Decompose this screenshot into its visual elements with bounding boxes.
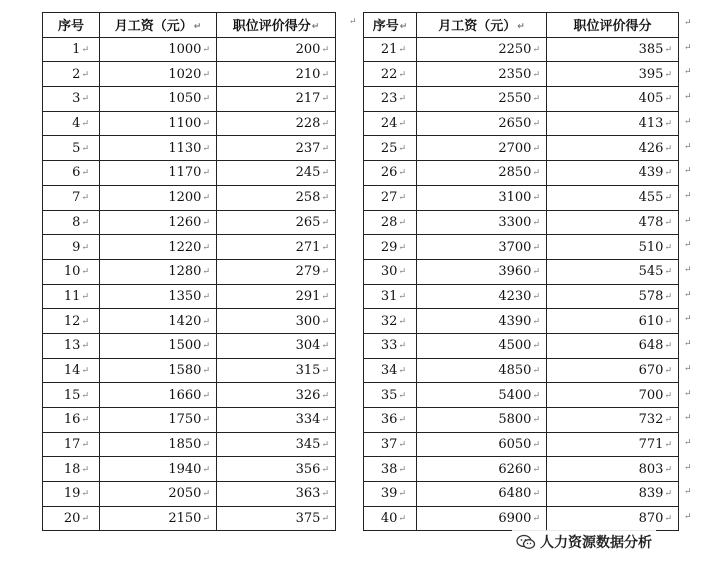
row-salary: 2700↵ (417, 136, 547, 161)
row-index: 21↵ (364, 37, 417, 62)
watermark (512, 530, 656, 554)
row-salary: 1000↵ (100, 37, 217, 62)
row-score: 228↵ (217, 111, 336, 136)
row-score: 200↵ (217, 37, 336, 62)
row-score: 610↵ (547, 309, 679, 334)
row-salary: 5400↵ (417, 383, 547, 408)
table-row (364, 235, 679, 260)
table-row (364, 259, 679, 284)
row-index: 34↵ (364, 358, 417, 383)
paragraph-mark: ↵ (684, 487, 692, 498)
table-row (364, 161, 679, 186)
row-index: 10↵ (43, 259, 100, 284)
paragraph-mark: ↵ (684, 388, 692, 399)
header-index: 序号 (43, 13, 100, 38)
header-score: 职位评价得分↵ (217, 13, 336, 38)
paragraph-mark: ↵ (684, 92, 692, 103)
row-index: 40↵ (364, 506, 417, 531)
row-salary: 3960↵ (417, 259, 547, 284)
table-row (43, 136, 336, 161)
row-salary: 6050↵ (417, 432, 547, 457)
row-index: 27↵ (364, 185, 417, 210)
table-row (43, 161, 336, 186)
row-index: 16↵ (43, 408, 100, 433)
row-salary: 1350↵ (100, 284, 217, 309)
paragraph-mark: ↵ (684, 18, 692, 28)
row-score: 405↵ (547, 87, 679, 112)
row-score: 356↵ (217, 457, 336, 482)
table-row (43, 309, 336, 334)
table-row (364, 383, 679, 408)
paragraph-mark: ↵ (684, 67, 692, 78)
row-index: 37↵ (364, 432, 417, 457)
header-index: 序号↵ (364, 13, 417, 38)
header-score: 职位评价得分 (547, 13, 679, 38)
paragraph-mark: ↵ (684, 116, 692, 127)
row-index: 36↵ (364, 408, 417, 433)
paragraph-mark: ↵ (684, 339, 692, 350)
row-score: 439↵ (547, 161, 679, 186)
row-score: 510↵ (547, 235, 679, 260)
row-score: 648↵ (547, 333, 679, 358)
row-score: 385↵ (547, 37, 679, 62)
row-index: 31↵ (364, 284, 417, 309)
row-index: 4↵ (43, 111, 100, 136)
row-salary: 1020↵ (100, 62, 217, 87)
table-row (43, 62, 336, 87)
row-salary: 2150↵ (100, 506, 217, 531)
row-score: 326↵ (217, 383, 336, 408)
row-index: 35↵ (364, 383, 417, 408)
table-row (364, 284, 679, 309)
row-score: 334↵ (217, 408, 336, 433)
row-score: 245↵ (217, 161, 336, 186)
paragraph-mark: ↵ (684, 289, 692, 300)
paragraph-mark: ↵ (684, 215, 692, 226)
row-salary: 1200↵ (100, 185, 217, 210)
row-score: 375↵ (217, 506, 336, 531)
row-salary: 1940↵ (100, 457, 217, 482)
row-salary: 2250↵ (417, 37, 547, 62)
paragraph-mark: ↵ (684, 512, 692, 522)
table-row (43, 506, 336, 531)
table-row (364, 482, 679, 507)
row-index: 1↵ (43, 37, 100, 62)
row-index: 14↵ (43, 358, 100, 383)
row-salary: 3100↵ (417, 185, 547, 210)
row-salary: 2850↵ (417, 161, 547, 186)
wechat-icon (516, 534, 536, 550)
row-salary: 5800↵ (417, 408, 547, 433)
paragraph-mark: ↵ (349, 17, 357, 27)
row-salary: 1100↵ (100, 111, 217, 136)
row-salary: 4390↵ (417, 309, 547, 334)
row-score: 345↵ (217, 432, 336, 457)
row-salary: 1050↵ (100, 87, 217, 112)
table-row (43, 432, 336, 457)
table-row (43, 210, 336, 235)
row-score: 258↵ (217, 185, 336, 210)
row-index: 12↵ (43, 309, 100, 334)
row-salary: 6260↵ (417, 457, 547, 482)
table-row (364, 87, 679, 112)
row-index: 20↵ (43, 506, 100, 531)
table-row (364, 408, 679, 433)
table-row (364, 62, 679, 87)
row-index: 32↵ (364, 309, 417, 334)
paragraph-mark: ↵ (684, 413, 692, 424)
header-row (43, 13, 336, 38)
table-row (43, 408, 336, 433)
row-salary: 1500↵ (100, 333, 217, 358)
row-score: 426↵ (547, 136, 679, 161)
row-salary: 6900↵ (417, 506, 547, 531)
table-row (43, 37, 336, 62)
paragraph-mark: ↵ (684, 42, 692, 53)
row-index: 9↵ (43, 235, 100, 260)
salary-table-right (363, 12, 679, 531)
table-row (364, 333, 679, 358)
row-score: 413↵ (547, 111, 679, 136)
row-index: 17↵ (43, 432, 100, 457)
row-score: 265↵ (217, 210, 336, 235)
table-row (364, 309, 679, 334)
row-score: 478↵ (547, 210, 679, 235)
paragraph-mark: ↵ (684, 437, 692, 448)
row-index: 7↵ (43, 185, 100, 210)
row-score: 291↵ (217, 284, 336, 309)
row-salary: 1220↵ (100, 235, 217, 260)
row-index: 5↵ (43, 136, 100, 161)
table-row (43, 185, 336, 210)
row-index: 11↵ (43, 284, 100, 309)
table-row (43, 111, 336, 136)
table-row (43, 358, 336, 383)
paragraph-mark: ↵ (684, 240, 692, 251)
row-index: 29↵ (364, 235, 417, 260)
row-salary: 1420↵ (100, 309, 217, 334)
table-row (43, 259, 336, 284)
row-score: 304↵ (217, 333, 336, 358)
row-index: 23↵ (364, 87, 417, 112)
row-salary: 4500↵ (417, 333, 547, 358)
table-row (364, 457, 679, 482)
paragraph-mark: ↵ (684, 314, 692, 325)
table-row (43, 383, 336, 408)
row-salary: 2350↵ (417, 62, 547, 87)
row-salary: 6480↵ (417, 482, 547, 507)
table-row (43, 482, 336, 507)
table-row (43, 284, 336, 309)
row-index: 8↵ (43, 210, 100, 235)
row-index: 15↵ (43, 383, 100, 408)
watermark-text: 人力资源数据分析 (540, 535, 652, 551)
row-index: 26↵ (364, 161, 417, 186)
row-score: 300↵ (217, 309, 336, 334)
paragraph-mark: ↵ (684, 166, 692, 177)
row-salary: 4230↵ (417, 284, 547, 309)
row-score: 700↵ (547, 383, 679, 408)
row-score: 839↵ (547, 482, 679, 507)
row-score: 271↵ (217, 235, 336, 260)
paragraph-mark: ↵ (684, 190, 692, 201)
row-score: 455↵ (547, 185, 679, 210)
row-score: 237↵ (217, 136, 336, 161)
row-score: 578↵ (547, 284, 679, 309)
row-score: 217↵ (217, 87, 336, 112)
table-row (364, 37, 679, 62)
row-score: 363↵ (217, 482, 336, 507)
row-score: 771↵ (547, 432, 679, 457)
salary-table-left (42, 12, 336, 531)
table-row (364, 185, 679, 210)
header-salary: 月工资（元）↵ (417, 13, 547, 38)
row-index: 18↵ (43, 457, 100, 482)
row-score: 545↵ (547, 259, 679, 284)
row-salary: 1750↵ (100, 408, 217, 433)
row-salary: 2550↵ (417, 87, 547, 112)
row-index: 33↵ (364, 333, 417, 358)
table-row (364, 432, 679, 457)
row-score: 803↵ (547, 457, 679, 482)
row-salary: 1660↵ (100, 383, 217, 408)
row-score: 670↵ (547, 358, 679, 383)
row-index: 19↵ (43, 482, 100, 507)
row-index: 2↵ (43, 62, 100, 87)
table-row (364, 136, 679, 161)
table-row (43, 235, 336, 260)
row-index: 24↵ (364, 111, 417, 136)
row-salary: 2050↵ (100, 482, 217, 507)
row-score: 210↵ (217, 62, 336, 87)
header-row (364, 13, 679, 38)
row-index: 6↵ (43, 161, 100, 186)
header-salary: 月工资（元）↵ (100, 13, 217, 38)
row-salary: 1130↵ (100, 136, 217, 161)
row-score: 732↵ (547, 408, 679, 433)
row-index: 39↵ (364, 482, 417, 507)
row-index: 28↵ (364, 210, 417, 235)
table-row (364, 358, 679, 383)
row-salary: 1280↵ (100, 259, 217, 284)
row-salary: 4850↵ (417, 358, 547, 383)
table-row (364, 506, 679, 531)
row-salary: 1850↵ (100, 432, 217, 457)
row-salary: 2650↵ (417, 111, 547, 136)
row-index: 30↵ (364, 259, 417, 284)
table-row (43, 87, 336, 112)
row-salary: 3300↵ (417, 210, 547, 235)
row-index: 22↵ (364, 62, 417, 87)
table-row (43, 333, 336, 358)
row-score: 315↵ (217, 358, 336, 383)
row-score: 279↵ (217, 259, 336, 284)
paragraph-mark: ↵ (684, 141, 692, 152)
row-salary: 3700↵ (417, 235, 547, 260)
row-salary: 1170↵ (100, 161, 217, 186)
row-salary: 1260↵ (100, 210, 217, 235)
paragraph-mark: ↵ (684, 462, 692, 473)
row-index: 13↵ (43, 333, 100, 358)
paragraph-mark: ↵ (684, 363, 692, 374)
paragraph-mark: ↵ (684, 265, 692, 275)
table-row (43, 457, 336, 482)
row-index: 3↵ (43, 87, 100, 112)
row-score: 395↵ (547, 62, 679, 87)
table-row (364, 210, 679, 235)
table-row (364, 111, 679, 136)
row-score: 870↵ (547, 506, 679, 531)
row-salary: 1580↵ (100, 358, 217, 383)
row-index: 38↵ (364, 457, 417, 482)
row-index: 25↵ (364, 136, 417, 161)
